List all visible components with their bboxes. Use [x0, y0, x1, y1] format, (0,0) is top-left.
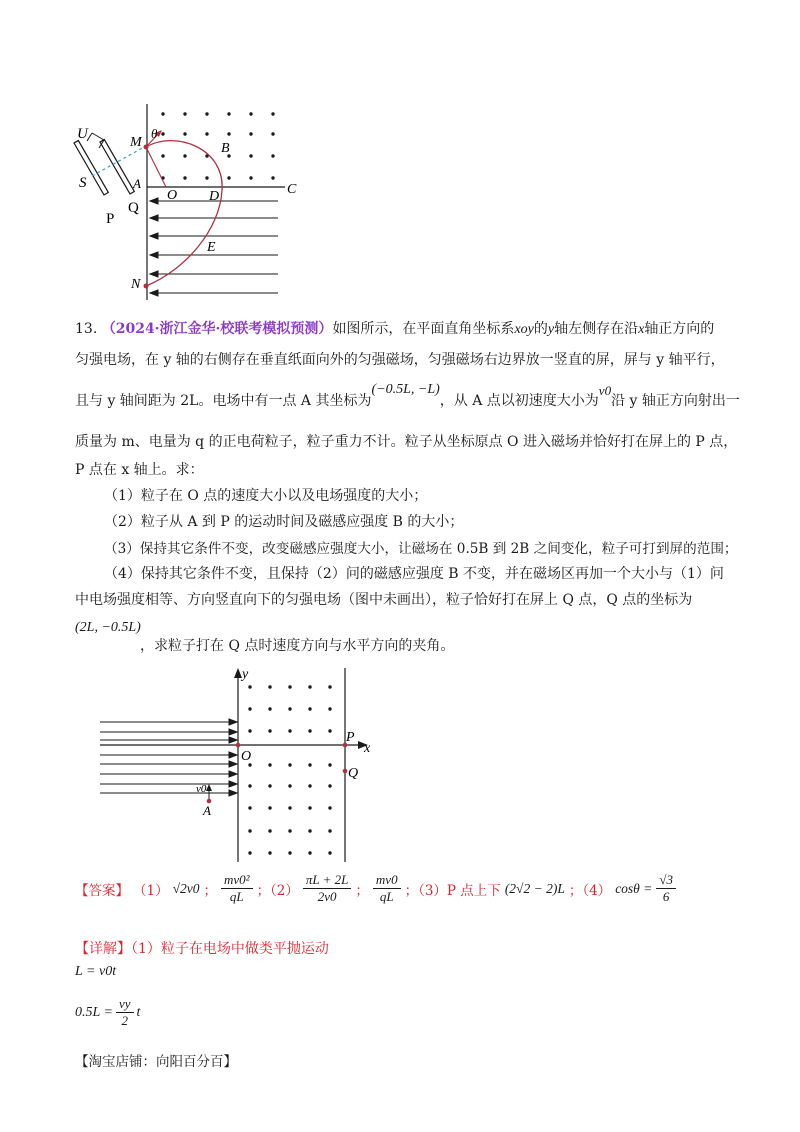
answer-4-fraction [656, 872, 676, 905]
fraction-numerator: πL + 2L [303, 872, 352, 889]
field-dot [308, 763, 311, 766]
field-dot [308, 729, 311, 732]
answer-1-speed: √2v0 [172, 880, 200, 896]
axis-label-y: y [242, 667, 249, 682]
field-dot [268, 685, 271, 688]
label-O-2: O [241, 749, 252, 764]
field-dot [268, 784, 271, 787]
field-dot [271, 132, 274, 135]
field-dot [248, 685, 251, 688]
label-Q: Q [128, 200, 139, 216]
field-dot [248, 851, 251, 854]
answer-line [75, 872, 676, 905]
problem-intro: 如图所示，在平面直角坐标系 [332, 321, 515, 337]
figure-2-diagram [90, 660, 390, 870]
fraction-numerator: mv0 [373, 872, 401, 889]
field-dot [205, 176, 208, 179]
field-dot [308, 829, 311, 832]
field-dot [328, 851, 331, 854]
field-dot [183, 112, 186, 115]
fraction-denominator: 2v0 [317, 889, 337, 904]
field-dot [328, 784, 331, 787]
detail-equation-1: L = v0t [75, 964, 117, 979]
field-dot [288, 829, 291, 832]
answer-part-4-label: ；（4） [568, 882, 612, 899]
field-dot [249, 112, 252, 115]
field-dot [227, 176, 230, 179]
field-dot [268, 806, 271, 809]
var-x: x [638, 322, 645, 337]
answer-4-lhs: cosθ = [615, 880, 653, 896]
field-dot [328, 829, 331, 832]
field-dot [248, 806, 251, 809]
field-dot [288, 729, 291, 732]
text-axis-positive: 轴正方向的 [644, 321, 715, 337]
fraction-denominator: 2 [121, 1013, 128, 1028]
answer-sep-1: ； [203, 882, 217, 899]
answer-2-B-fraction [373, 872, 401, 905]
axis-label-x: x [364, 741, 371, 756]
field-dot [328, 685, 331, 688]
label-theta: θ [151, 126, 158, 141]
problem-line-5: P 点在 x 轴上。求： [75, 462, 204, 478]
field-dot [183, 132, 186, 135]
field-dot [271, 112, 274, 115]
field-dot [271, 176, 274, 179]
label-O: O [167, 188, 178, 203]
question-1: （1）粒子在 O 点的速度大小以及电场强度的大小； [104, 488, 428, 504]
eq2-rhs: t [136, 1004, 141, 1020]
label-N: N [131, 277, 141, 292]
text-axis-left: 轴左侧存在沿 [554, 321, 639, 337]
label-P-2: P [346, 730, 355, 745]
detail-intro: （1）粒子在电场中做类平抛运动 [131, 941, 329, 957]
field-dot [268, 729, 271, 732]
field-dot [249, 154, 252, 157]
label-A: A [133, 176, 141, 191]
field-dot [308, 851, 311, 854]
label-Q-2: Q [348, 766, 359, 781]
fraction-denominator: qL [229, 889, 244, 904]
field-dot [205, 112, 208, 115]
problem-line-1 [75, 318, 714, 338]
field-dot [288, 763, 291, 766]
field-dot [288, 784, 291, 787]
field-dot [271, 154, 274, 157]
field-dot [161, 112, 164, 115]
field-dot [227, 132, 230, 135]
answer-part-2-label: ；（2） [256, 882, 299, 899]
label-P: P [106, 211, 115, 227]
label-D: D [209, 189, 220, 204]
field-dot [288, 685, 291, 688]
fraction-numerator: √3 [656, 872, 676, 889]
field-dots-1 [161, 112, 274, 179]
answer-1-field-fraction [221, 872, 253, 905]
field-dot [308, 784, 311, 787]
field-dot [288, 851, 291, 854]
question-4-line-1: （4）保持其它条件不变，且保持（2）问的磁感应强度 B 不变，并在磁场区再加一个大小与（1）问 [104, 566, 724, 582]
field-dot [308, 806, 311, 809]
field-dots-2 [248, 685, 331, 854]
line3-part-c: 沿 y 轴正方向射出一 [611, 393, 740, 409]
answer-sep-2: ； [355, 882, 369, 899]
answer-part-1-label: （1） [133, 882, 169, 899]
detail-equation-2 [75, 996, 140, 1029]
answer-part-3-label: ；（3）P 点上下 [404, 882, 501, 899]
fraction-numerator: mv0² [221, 872, 253, 889]
eq2-lhs: 0.5L = [75, 1004, 113, 1020]
field-dot [249, 176, 252, 179]
label-U: U [77, 126, 88, 142]
field-dot [308, 707, 311, 710]
figure-1-diagram [60, 95, 320, 305]
answer-3-range: (2√2 − 2)L [504, 880, 565, 896]
coord-A: (−0.5L, −L) [371, 382, 440, 397]
field-dot [227, 112, 230, 115]
field-dot [328, 763, 331, 766]
problem-line-2: 匀强电场，在 y 轴的右侧存在垂直纸面向外的匀强磁场，匀强磁场右边界放一竖直的屏，屏与 y 轴平行， [75, 352, 725, 368]
text-de: 的 [533, 321, 548, 337]
field-dot [288, 707, 291, 710]
v0-symbol: v0 [598, 383, 612, 398]
detail-heading [75, 938, 329, 958]
problem-line-4: 质量为 m、电量为 q 的正电荷粒子，粒子重力不计。粒子从坐标原点 O 进入磁场并恰好打在屏上的 P 点， [75, 434, 738, 450]
question-4-line-3: ，求粒子打在 Q 点时速度方向与水平方向的夹角。 [140, 638, 455, 654]
field-dot [268, 707, 271, 710]
field-dot [328, 806, 331, 809]
label-B: B [221, 141, 230, 156]
answer-tag: 【答案】 [75, 882, 129, 899]
fraction-denominator: 6 [662, 889, 670, 904]
field-dot [183, 154, 186, 157]
answer-2-time-fraction [303, 872, 352, 905]
field-dot [161, 132, 164, 135]
field-dot [268, 829, 271, 832]
field-dot [205, 132, 208, 135]
field-dot [248, 729, 251, 732]
field-dot [248, 829, 251, 832]
line3-part-a: 且与 y 轴间距为 2L。电场中有一点 A 其坐标为 [75, 393, 372, 409]
electric-field-arrows [100, 719, 237, 796]
field-dot [249, 132, 252, 135]
coord-Q: (2L, −0.5L) [75, 620, 141, 635]
field-dot [328, 707, 331, 710]
label-M: M [130, 135, 142, 150]
field-dot [161, 154, 164, 157]
footer-shop: 【淘宝店铺：向阳百分百】 [75, 1054, 237, 1070]
var-y: y [547, 322, 555, 337]
question-3: （3）保持其它条件不变，改变磁感应强度大小，让磁场在 0.5B 到 2B 之间变化，粒子可打到屏的范围； [104, 541, 738, 557]
var-xoy: xoy [514, 322, 534, 337]
label-C: C [287, 182, 297, 197]
field-dot [308, 685, 311, 688]
field-dot [268, 851, 271, 854]
field-dot [248, 707, 251, 710]
problem-line-3 [75, 382, 740, 410]
label-E: E [207, 240, 216, 255]
label-S: S [79, 175, 87, 191]
field-dot [248, 784, 251, 787]
field-dot [268, 763, 271, 766]
label-A-2: A [203, 803, 211, 818]
line3-part-b: ，从 A 点以初速度大小为 [439, 393, 599, 409]
question-2: （2）粒子从 A 到 P 的运动时间及磁感应强度 B 的大小； [104, 514, 464, 530]
field-dot [183, 176, 186, 179]
detail-tag: 【详解】 [75, 941, 131, 957]
question-4-line-2: 中电场强度相等、方向竖直向下的匀强电场（图中未画出），粒子恰好打在屏上 Q 点，Q 点的坐标为 [75, 592, 693, 608]
fraction-denominator: qL [379, 889, 394, 904]
field-dot [328, 729, 331, 732]
label-v0-2: v0 [196, 783, 207, 795]
fraction-numerator: vy [116, 996, 134, 1013]
problem-number: 13. [75, 321, 98, 337]
eq2-fraction [116, 996, 134, 1029]
problem-source: （2024·浙江金华·校联考模拟预测） [101, 321, 333, 337]
field-dot [288, 806, 291, 809]
